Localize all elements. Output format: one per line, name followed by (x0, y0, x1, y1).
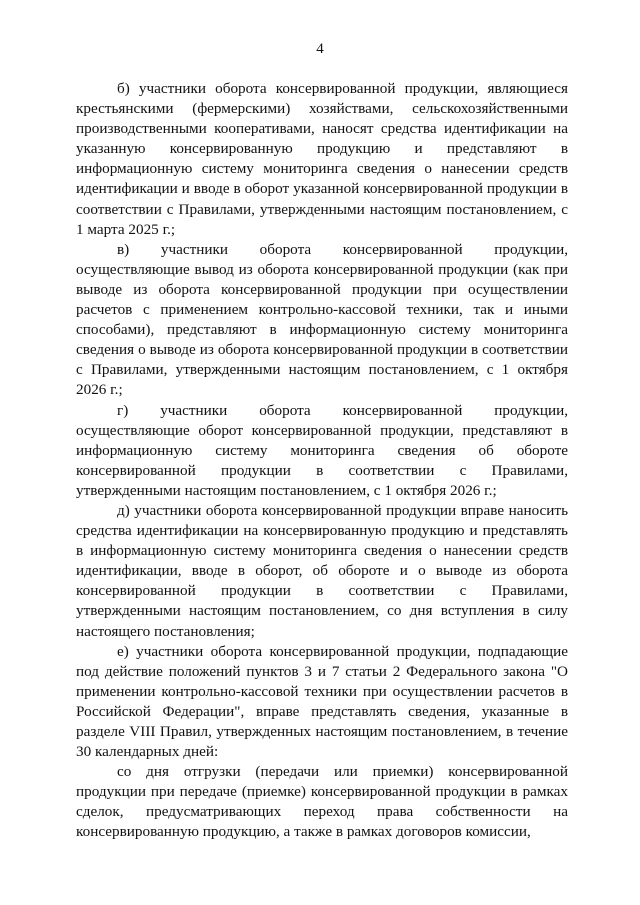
paragraph-d: д) участники оборота консервированной продукции вправе наносить средства идентификации на консервированную продукцию и представлять в информационную систему мониторинга сведения о нанесении средств идентификации, вводе в оборот, об обороте и о выводе из оборота консервированной продукции в соответствии с Правилами, утвержденными настоящим постановлением, со дня вступления в силу настоящего постановления; (76, 501, 568, 640)
paragraph-g: г) участники оборота консервированной продукции, осуществляющие оборот консервированной продукции, представляют в информационную систему мониторинга сведения об обороте консервированной продукции в соответствии с Правилами, утвержденными настоящим постановлением, с 1 октября 2026 г.; (76, 401, 568, 499)
paragraph-e: е) участники оборота консервированной продукции, подпадающие под действие положений пунктов 3 и 7 статьи 2 Федерального закона "О применении контрольно-кассовой техники при осуществлении расчетов в Российской Федерации", вправе представлять сведения, указанные в разделе VIII Правил, утвержденных настоящим постановлением, в течение 30 календарных дней: (76, 642, 568, 761)
paragraph-e-subitem: со дня отгрузки (передачи или приемки) консервированной продукции при передаче (приемке) консервированной продукции в рамках сделок, предусматривающих переход права собственности на консервированную продукцию, а также в рамках договоров комиссии, (76, 763, 568, 841)
paragraph-v: в) участники оборота консервированной продукции, осуществляющие вывод из оборота консервированной продукции (как при выводе из оборота консервированной продукции при осуществлении расчетов с применением контрольно-кассовой техники, так и иными способами), представляют в информационную систему мониторинга сведения о выводе из оборота консервированной продукции в соответствии с Правилами, утвержденными настоящим постановлением, с 1 октября 2026 г.; (76, 240, 568, 399)
page-number: 4 (316, 41, 324, 57)
paragraph-b: б) участники оборота консервированной продукции, являющиеся крестьянскими (фермерскими) хозяйствами, сельскохозяйственными производственными кооперативами, наносят средства идентификации на указанную консервированную продукцию и представляют в информационную систему мониторинга сведения о нанесении средств идентификации и вводе в оборот указанной консервированной продукции в соответствии с Правилами, утвержденными настоящим постановлением, с 1 марта 2025 г.; (76, 80, 568, 238)
document-body (76, 79, 568, 843)
